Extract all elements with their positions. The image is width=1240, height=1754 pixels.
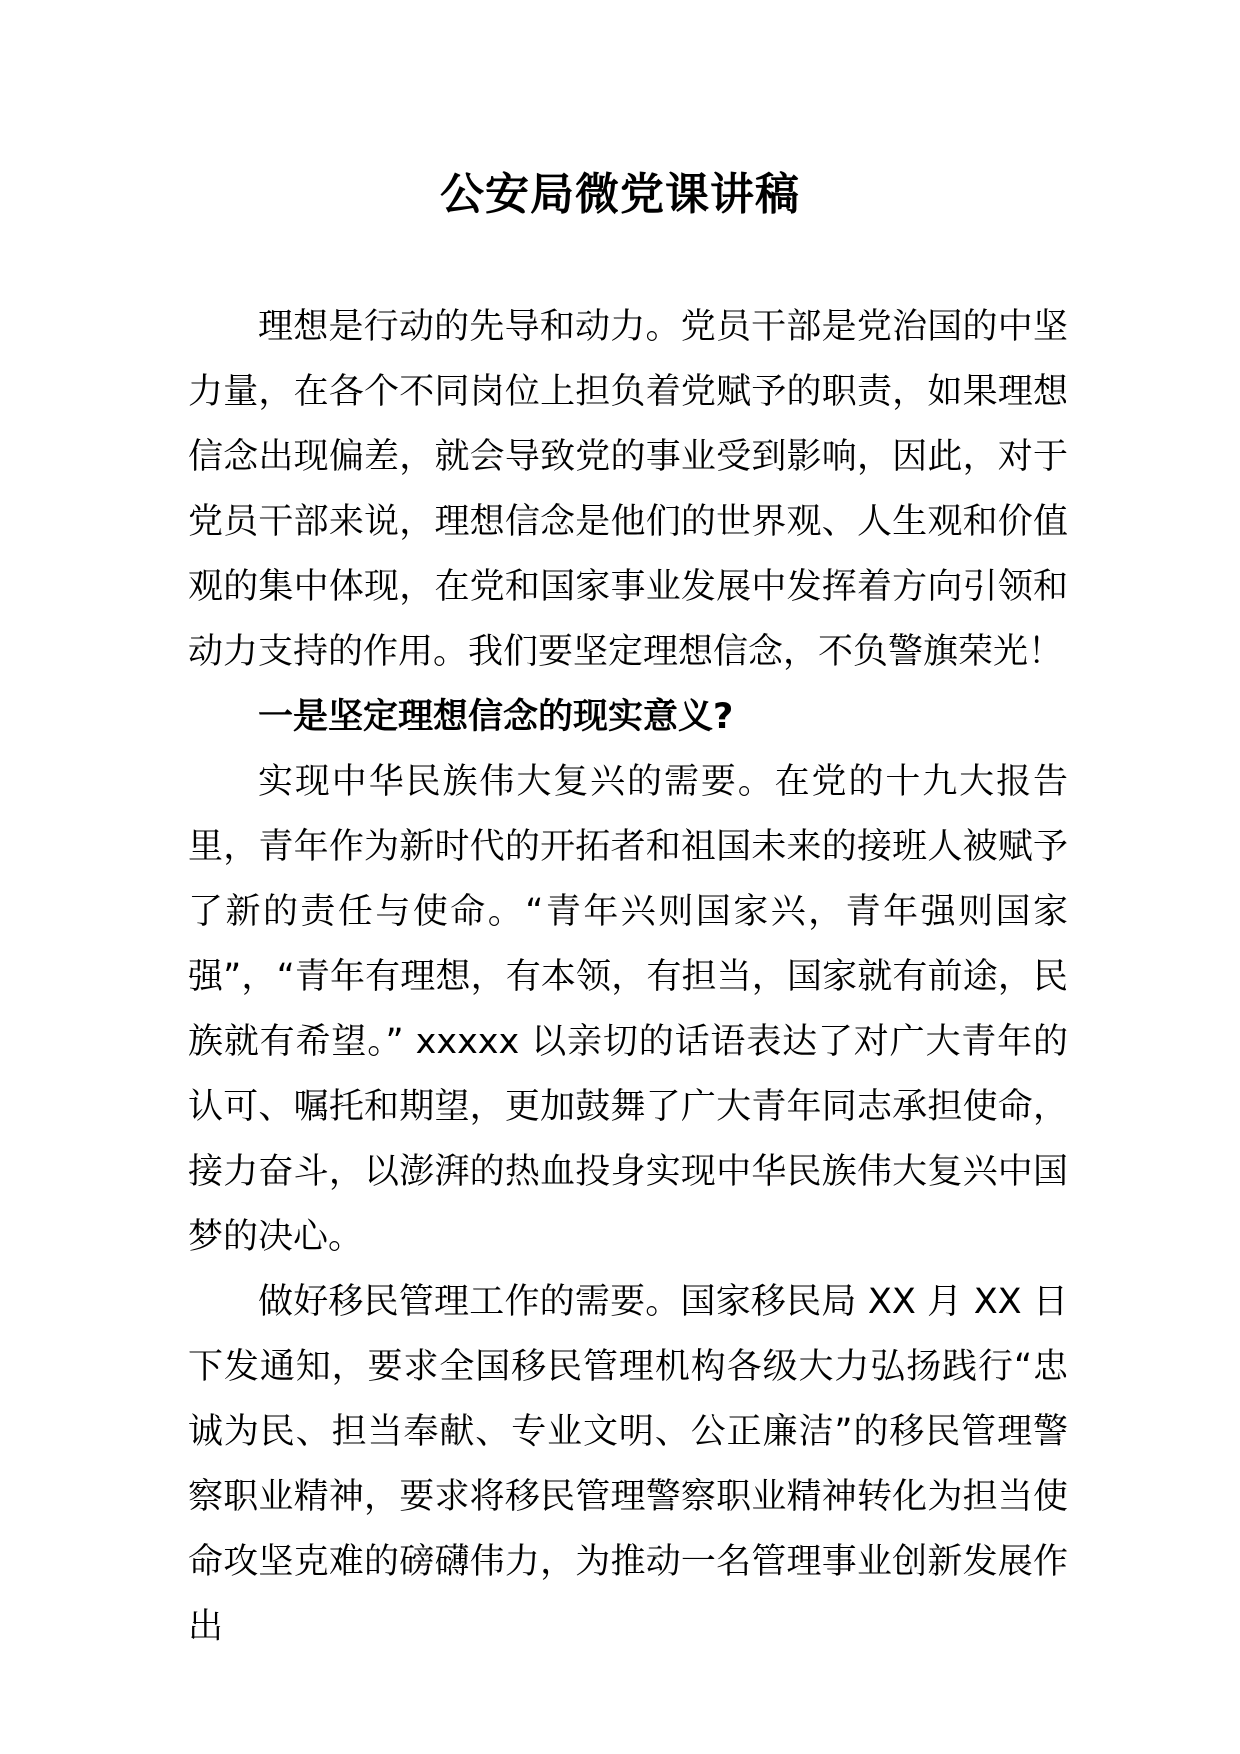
paragraph-intro: 理想是行动的先导和动力。党员干部是党治国的中坚力量，在各个不同岗位上担负着党赋予的职责，如果理想信念出现偏差，就会导致党的事业受到影响，因此，对于党员干部来说，理想信念是他们的世界观、人生观和价值观的集中体现，在党和国家事业发展中发挥着方向引领和动力支持的作用。我们要坚定理想信念，不负警旗荣光！ bbox=[188, 307, 1068, 672]
paragraph-immigration: 做好移民管理工作的需要。国家移民局 XX 月 XX 日下发通知，要求全国移民管理机构各级大力弘扬践行“忠诚为民、担当奉献、专业文明、公正廉洁”的移民管理警察职业精神，要求将移民管理警察职业精神转化为担当使命攻坚克难的磅礴伟力，为推动一名管理事业创新发展作出 bbox=[188, 1282, 1068, 1647]
document-body bbox=[188, 295, 1068, 1660]
document-title: 公安局微党课讲稿 bbox=[440, 169, 800, 220]
section-heading: 一是坚定理想信念的现实意义? bbox=[258, 697, 734, 737]
paragraph-rejuvenation: 实现中华民族伟大复兴的需要。在党的十九大报告里，青年作为新时代的开拓者和祖国未来的接班人被赋予了新的责任与使命。“青年兴则国家兴，青年强则国家强”，“青年有理想，有本领，有担当，国家就有前途，民族就有希望。” xxxxx 以亲切的话语表达了对广大青年的认可、嘱托和期望，更加鼓舞了广大青年同志承担使命，接力奋斗，以澎湃的热血投身实现中华民族伟大复兴中国梦的决心。 bbox=[188, 762, 1068, 1257]
